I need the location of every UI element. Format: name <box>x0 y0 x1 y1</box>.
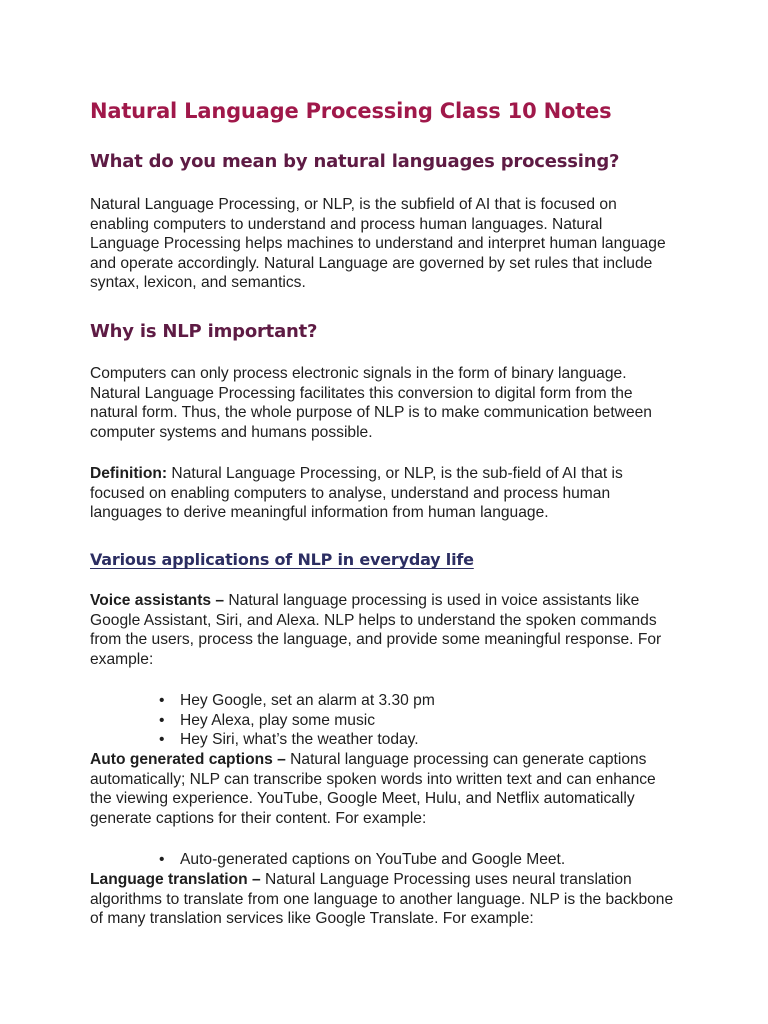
heading-what-is-nlp: What do you mean by natural languages processing? <box>90 151 620 172</box>
page-title: Natural Language Processing Class 10 Notes <box>90 99 612 123</box>
bullet-icon: • <box>159 731 165 749</box>
list-item: • Hey Alexa, play some music <box>159 711 375 729</box>
captions-examples-list <box>90 850 565 870</box>
voice-examples-list <box>90 691 435 750</box>
voice-assistants-text: Natural language processing is used in voice assistants like Google Assistant, Siri, and Alexa. NLP helps to understand the spoken commands from the users, process the language, and provide some meaningful response. For example: <box>90 592 662 668</box>
language-translation-label: Language translation – <box>90 871 261 888</box>
bullet-icon: • <box>159 692 165 709</box>
paragraph-language-translation <box>90 870 675 929</box>
voice-assistants-label: Voice assistants – <box>90 592 225 609</box>
paragraph-auto-captions <box>90 750 675 828</box>
auto-captions-label: Auto generated captions – <box>90 751 286 768</box>
list-item: • Hey Google, set an alarm at 3.30 pm <box>159 692 435 709</box>
paragraph-why-nlp-important: Computers can only process electronic signals in the form of binary language. Natural Language Processing facilitates this conversion to digital form from the natural form. Thus, the whole purpose of NLP is to make communication between computer systems and humans possible. <box>90 365 652 441</box>
paragraph-what-is-nlp: Natural Language Processing, or NLP, is the subfield of AI that is focused on enabling computers to understand and process human languages. Natural Language Processing helps machines to understand and interpret human language and operate accordingly. Natural Language are governed by set rules that include syntax, lexicon, and semantics. <box>90 196 666 292</box>
heading-why-nlp-important: Why is NLP important? <box>90 321 318 342</box>
heading-applications: Various applications of NLP in everyday life <box>90 550 474 569</box>
list-item: • Hey Siri, what’s the weather today. <box>159 731 419 749</box>
paragraph-definition <box>90 464 675 523</box>
definition-label: Definition: <box>90 465 168 482</box>
list-item: • Auto-generated captions on YouTube and Google Meet. <box>159 851 566 868</box>
paragraph-voice-assistants <box>90 591 675 669</box>
definition-text: Natural Language Processing, or NLP, is the sub-field of AI that is focused on enabling computers to analyse, understand and process human languages to derive meaningful information from human language. <box>90 465 623 522</box>
auto-captions-text: Natural language processing can generate captions automatically; NLP can transcribe spoken words into written text and can enhance the viewing experience. YouTube, Google Meet, Hulu, and Netflix automatically generate captions for their content. For example: <box>90 751 656 827</box>
language-translation-text: Natural Language Processing uses neural translation algorithms to translate from one language to another language. NLP is the backbone of many translation services like Google Translate. For example: <box>90 871 674 928</box>
bullet-icon: • <box>159 851 165 868</box>
bullet-icon: • <box>159 711 165 729</box>
